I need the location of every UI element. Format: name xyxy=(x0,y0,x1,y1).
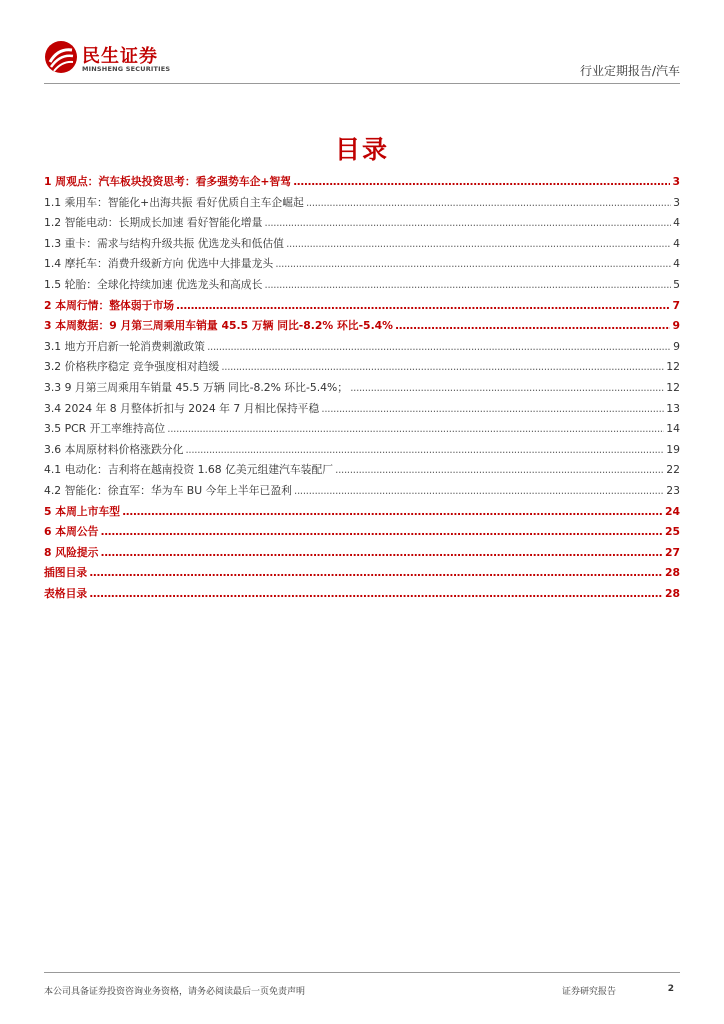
toc-entry[interactable] xyxy=(44,524,680,545)
toc-entry-page: 24 xyxy=(664,504,680,518)
toc-entry-title: 3.1 地方开启新一轮消费刺激政策 xyxy=(44,339,205,353)
toc-entry[interactable] xyxy=(44,359,680,380)
brand-name-en: MINSHENG SECURITIES xyxy=(82,65,171,73)
toc-entry[interactable] xyxy=(44,195,680,216)
toc-entry-page: 5 xyxy=(673,277,680,291)
toc-entry[interactable] xyxy=(44,483,680,504)
toc-leader-dots xyxy=(89,566,663,579)
page-header xyxy=(0,0,724,90)
toc-entry[interactable] xyxy=(44,421,680,442)
toc-entry[interactable] xyxy=(44,256,680,277)
table-of-contents xyxy=(44,174,680,606)
toc-entry[interactable] xyxy=(44,565,680,586)
toc-entry-title: 1.3 重卡：需求与结构升级共振 优选龙头和低估值 xyxy=(44,236,284,250)
toc-entry[interactable] xyxy=(44,462,680,483)
toc-leader-dots xyxy=(286,237,671,250)
toc-leader-dots xyxy=(176,299,670,312)
toc-leader-dots xyxy=(264,278,671,291)
minsheng-logo xyxy=(44,40,179,76)
toc-title: 目录 xyxy=(334,135,389,164)
toc-entry[interactable] xyxy=(44,298,680,319)
toc-leader-dots xyxy=(122,505,663,518)
toc-entry[interactable] xyxy=(44,215,680,236)
report-type: 行业定期报告/汽车 xyxy=(579,64,680,78)
toc-entry-page: 4 xyxy=(673,216,680,230)
header-divider xyxy=(44,83,680,84)
toc-leader-dots xyxy=(221,360,664,373)
toc-entry-title: 3.5 PCR 开工率维持高位 xyxy=(44,422,166,436)
toc-entry[interactable] xyxy=(44,236,680,257)
toc-entry-page: 7 xyxy=(672,298,680,312)
toc-entry-page: 22 xyxy=(666,463,680,477)
toc-entry-title: 5 本周上市车型 xyxy=(44,504,121,518)
toc-leader-dots xyxy=(350,381,664,394)
toc-leader-dots xyxy=(321,402,664,415)
toc-entry[interactable] xyxy=(44,442,680,463)
toc-entry-title: 2 本周行情：整体弱于市场 xyxy=(44,298,175,312)
toc-entry-title: 3.3 9 月第三周乘用车销量 45.5 万辆 同比-8.2% 环比-5.4%； xyxy=(44,380,349,394)
toc-leader-dots xyxy=(100,525,663,538)
toc-entry-page: 9 xyxy=(673,339,680,353)
toc-entry-page: 23 xyxy=(666,483,680,497)
toc-entry-page: 4 xyxy=(673,236,680,250)
toc-entry-title: 插图目录 xyxy=(44,566,88,580)
toc-leader-dots xyxy=(335,463,664,476)
toc-entry-page: 4 xyxy=(673,257,680,271)
toc-entry-page: 3 xyxy=(672,175,680,188)
toc-entry-page: 13 xyxy=(666,401,680,415)
minsheng-logo-icon xyxy=(44,40,78,74)
toc-entry-page: 25 xyxy=(664,525,680,539)
toc-leader-dots xyxy=(293,175,670,188)
toc-entry-title: 3 本周数据：9 月第三周乘用车销量 45.5 万辆 同比-8.2% 环比-5.4% xyxy=(44,319,394,333)
toc-entry-page: 3 xyxy=(673,195,680,209)
toc-entry[interactable] xyxy=(44,174,680,195)
toc-entry-page: 28 xyxy=(664,566,680,580)
toc-leader-dots xyxy=(100,546,663,559)
toc-entry-title: 1.4 摩托车：消费升级新方向 优选中大排量龙头 xyxy=(44,257,274,271)
toc-entry-title: 1.1 乘用车：智能化+出海共振 看好优质自主车企崛起 xyxy=(44,195,304,209)
toc-entry-title: 3.6 本周原材料价格涨跌分化 xyxy=(44,442,184,456)
toc-leader-dots xyxy=(207,340,671,353)
toc-entry-title: 4.1 电动化：吉利将在越南投资 1.68 亿美元组建汽车装配厂 xyxy=(44,463,334,477)
toc-entry-title: 1 周观点：汽车板块投资思考：看多强势车企+智驾 xyxy=(44,175,292,188)
toc-entry-page: 14 xyxy=(666,422,680,436)
toc-entry-page: 27 xyxy=(664,545,680,559)
footer-disclaimer: 本公司具备证券投资咨询业务资格，请务必阅读最后一页免责声明 xyxy=(44,987,306,997)
toc-entry-page: 9 xyxy=(672,319,680,333)
toc-leader-dots xyxy=(185,443,664,456)
toc-entry[interactable] xyxy=(44,545,680,566)
toc-leader-dots xyxy=(264,216,671,229)
footer-report-label: 证券研究报告 xyxy=(562,987,617,997)
brand-name-cn: 民生证券 xyxy=(82,46,158,67)
toc-entry[interactable] xyxy=(44,504,680,525)
toc-leader-dots xyxy=(395,319,670,332)
toc-entry[interactable] xyxy=(44,318,680,339)
toc-entry-page: 19 xyxy=(666,442,680,456)
toc-entry[interactable] xyxy=(44,401,680,422)
toc-entry-title: 3.2 价格秩序稳定 竞争强度相对趋缓 xyxy=(44,360,220,374)
toc-leader-dots xyxy=(275,257,671,270)
toc-entry-page: 12 xyxy=(666,380,680,394)
toc-entry[interactable] xyxy=(44,380,680,401)
page-number: 2 xyxy=(667,984,674,994)
toc-entry-title: 3.4 2024 年 8 月整体折扣与 2024 年 7 月相比保持平稳 xyxy=(44,401,320,415)
toc-leader-dots xyxy=(89,587,663,600)
toc-entry-title: 1.2 智能电动：长期成长加速 看好智能化增量 xyxy=(44,216,263,230)
toc-entry-page: 28 xyxy=(664,586,680,600)
toc-entry[interactable] xyxy=(44,339,680,360)
toc-entry-title: 1.5 轮胎：全球化持续加速 优选龙头和高成长 xyxy=(44,277,263,291)
toc-entry[interactable] xyxy=(44,586,680,607)
toc-entry[interactable] xyxy=(44,277,680,298)
toc-leader-dots xyxy=(167,422,664,435)
toc-entry-title: 4.2 智能化：徐直军：华为车 BU 今年上半年已盈利 xyxy=(44,483,292,497)
toc-entry-title: 8 风险提示 xyxy=(44,545,99,559)
footer-divider xyxy=(44,972,680,973)
toc-leader-dots xyxy=(306,196,671,209)
toc-leader-dots xyxy=(294,484,664,497)
toc-entry-title: 表格目录 xyxy=(44,586,88,600)
toc-entry-page: 12 xyxy=(666,360,680,374)
toc-entry-title: 6 本周公告 xyxy=(44,525,99,539)
